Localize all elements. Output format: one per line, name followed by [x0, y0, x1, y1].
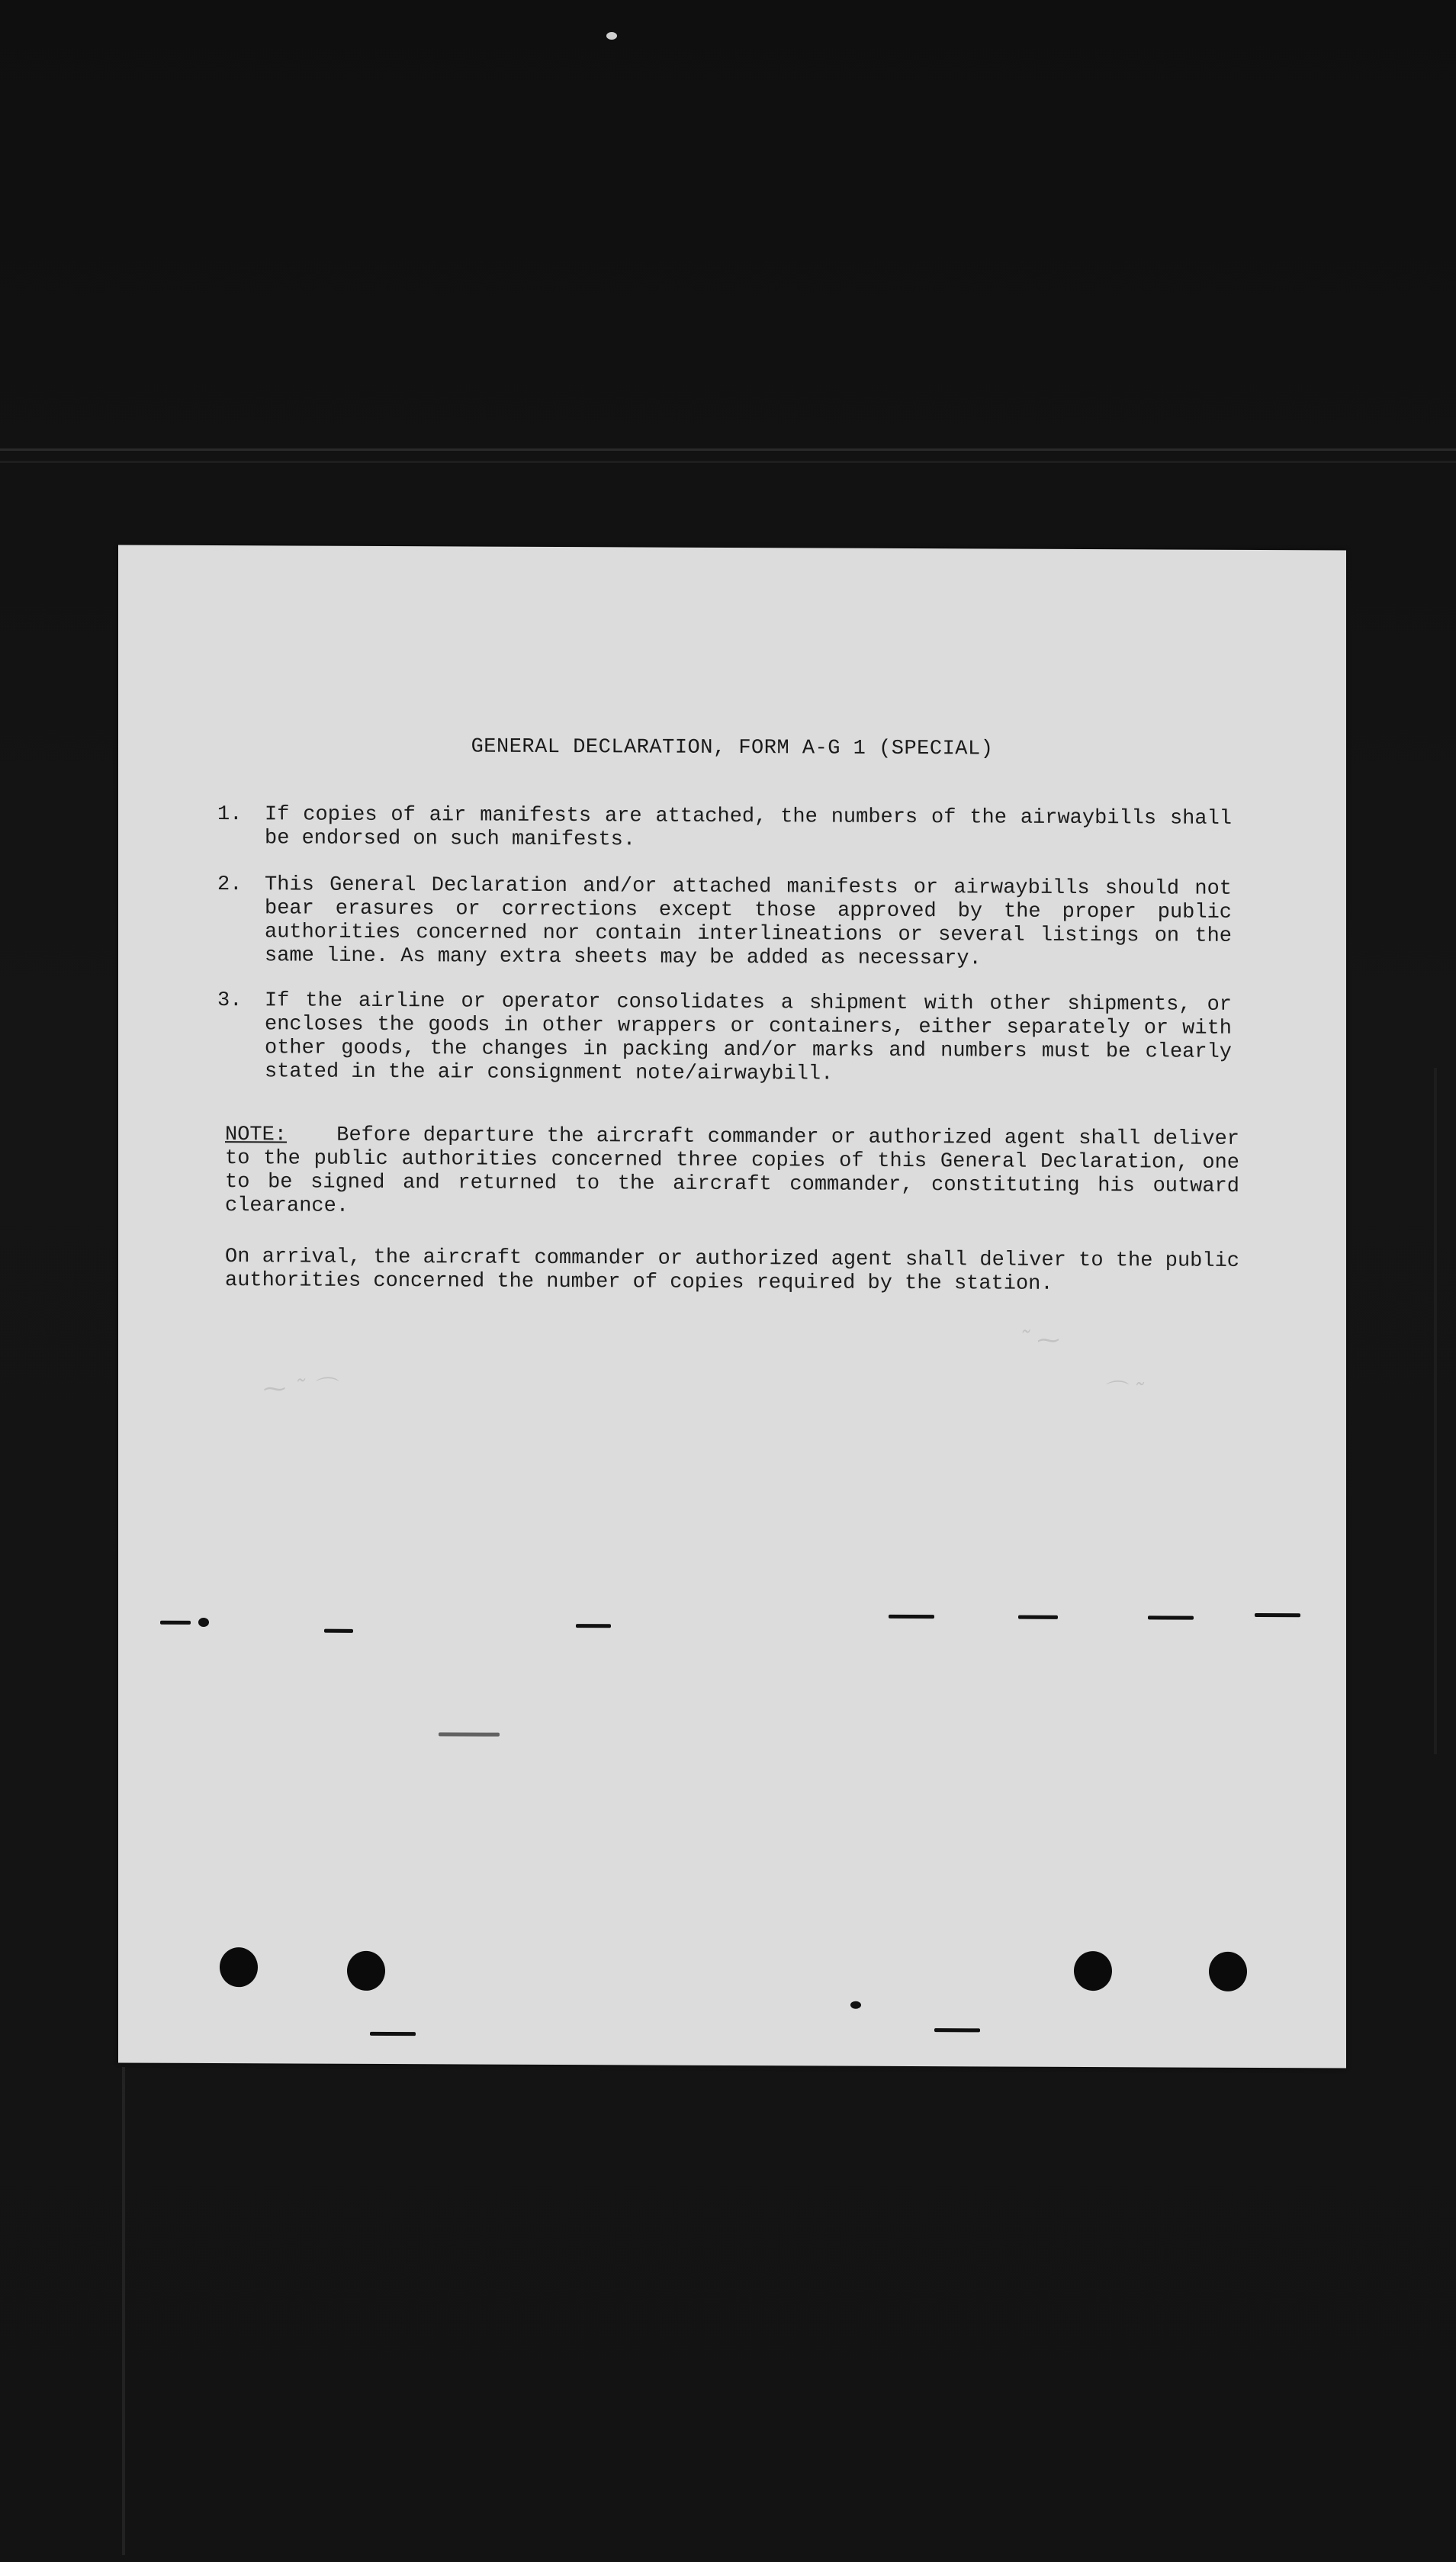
bleed-through-mark: ˜ ⁓ — [1018, 1326, 1060, 1354]
punch-hole — [347, 1951, 385, 1991]
note-label: NOTE: — [225, 1123, 288, 1147]
arrival-paragraph: On arrival, the aircraft commander or authorized agent shall deliver to the public authorities concerned the number of copies required by the station. — [225, 1246, 1239, 1296]
item-text: If copies of air manifests are attached, the numbers of the airwaybills shall be endorsed on such manifests. — [265, 803, 1232, 852]
ink-speck — [324, 1629, 353, 1633]
film-scratch-line — [0, 448, 1456, 451]
punch-hole — [220, 1947, 258, 1987]
punch-hole — [1074, 1951, 1112, 1991]
note-text: Before departure the aircraft commander or authorized agent shall deliver to the public authorities concerned three copies of this General Declaration, one to be signed and returned to the aircraft commander, constituting his outward clearance. — [225, 1123, 1239, 1218]
bleed-through-mark: ⌒ ˜ — [1102, 1379, 1144, 1406]
instruction-item-1 — [217, 803, 1232, 855]
instruction-item-2 — [217, 873, 1232, 972]
bleed-through-mark: ⁓ ˜ ⌒ — [263, 1375, 336, 1403]
ink-speck — [889, 1615, 934, 1619]
ink-speck — [439, 1732, 500, 1736]
ink-speck — [160, 1621, 191, 1625]
film-streak — [122, 2067, 125, 2555]
ink-speck — [1255, 1613, 1300, 1617]
item-text: This General Declaration and/or attached manifests or airwaybills should not bear erasures or corrections except those approved by the proper public authorities concerned nor contain interlineations or several listings on the same line. As many extra sheets may be added as necessary. — [265, 873, 1232, 971]
ink-speck — [934, 2028, 980, 2032]
instruction-item-3 — [217, 989, 1232, 1088]
film-scratch-line — [0, 461, 1456, 463]
note-paragraph — [225, 1123, 1239, 1223]
ink-speck — [198, 1618, 209, 1627]
punch-hole — [1209, 1952, 1247, 1991]
item-text: If the airline or operator consolidates a shipment with other shipments, or encloses the goods in other wrappers or containers, either separately or with other goods, the changes in packing and/or marks and numbers must be clearly stated in the air consignment note/airwaybill. — [265, 989, 1232, 1086]
ink-speck — [370, 2032, 416, 2036]
ink-speck — [1148, 1615, 1194, 1619]
film-streak — [1434, 1068, 1437, 1754]
ink-speck — [576, 1624, 611, 1628]
ink-speck — [1018, 1615, 1058, 1619]
document-title: GENERAL DECLARATION, FORM A-G 1 (SPECIAL) — [471, 735, 994, 761]
ink-speck — [850, 2001, 861, 2009]
item-number: 2. — [217, 873, 243, 897]
item-number: 1. — [217, 803, 243, 827]
film-speck — [606, 32, 617, 40]
item-number: 3. — [217, 989, 243, 1013]
document-page — [118, 545, 1346, 2068]
